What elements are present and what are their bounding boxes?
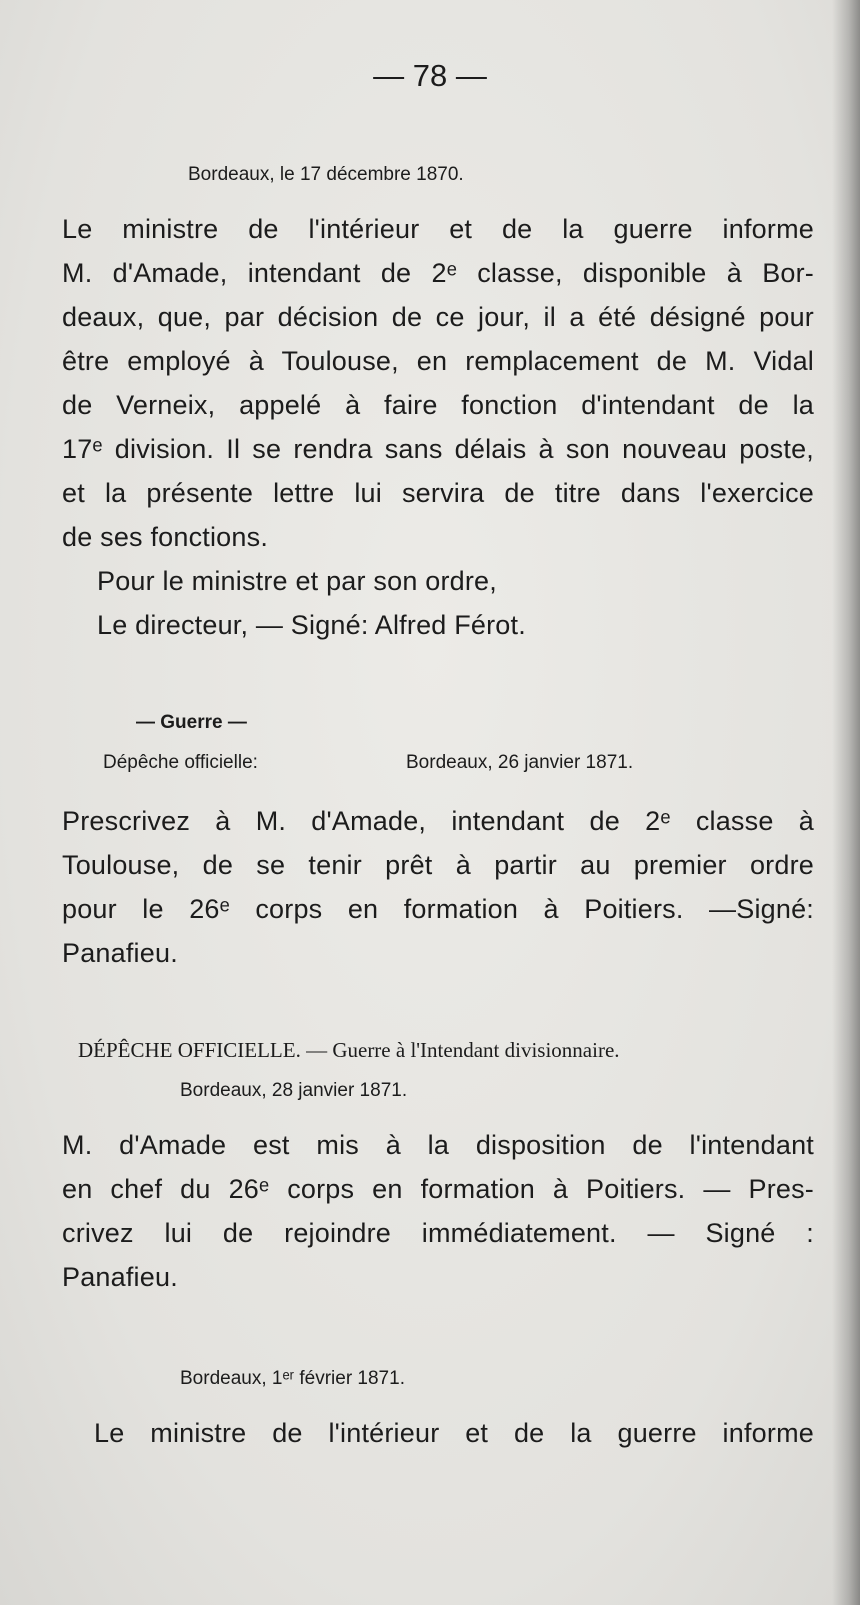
dispatch1-line-2: Toulouse, de se tenir prêt à partir au premier ordre [62,850,814,880]
letter2-dateline: Bordeaux, 1ᵉʳ février 1871. [180,1368,405,1389]
letter1-line-1: Le ministre de l'intérieur et de la guerre informe [62,214,814,244]
dispatch1-line-1: Prescrivez à M. d'Amade, intendant de 2ᵉ classe à [62,806,814,836]
dateline-1: Bordeaux, le 17 décembre 1870. [188,164,464,185]
dispatch2-last-line: Panafieu. [62,1262,178,1292]
letter1-line-7: et la présente lettre lui servira de titre dans l'exercice [62,478,814,508]
dispatch2-dateline: Bordeaux, 28 janvier 1871. [180,1080,408,1101]
letter1-line-6: 17ᵉ division. Il se rendra sans délais à son nouveau poste, [62,434,814,464]
letter1-line-5: de Verneix, appelé à faire fonction d'intendant de la [62,390,814,420]
letter1-line-3: deaux, que, par décision de ce jour, il a été désigné pour [62,302,814,332]
dispatch2-line-2: en chef du 26ᵉ corps en formation à Poitiers. — Pres- [62,1174,814,1204]
page-number: — 78 — [373,58,487,93]
dispatch1-label: Dépêche officielle: [103,752,258,773]
letter1-closing-1: Pour le ministre et par son ordre, [97,566,497,596]
dispatch2-heading: DÉPÊCHE OFFICIELLE. — Guerre à l'Intendant divisionnaire. [78,1038,620,1062]
letter1-closing-2: Le directeur, — Signé: Alfred Férot. [97,610,526,640]
section-heading-guerre: — Guerre — [136,712,247,733]
letter1-line-2: M. d'Amade, intendant de 2ᵉ classe, disponible à Bor- [62,258,814,288]
dispatch1-line-3: pour le 26ᵉ corps en formation à Poitiers. —Signé: [62,894,814,924]
letter1-last-line: de ses fonctions. [62,522,269,552]
letter1-line-4: être employé à Toulouse, en remplacement de M. Vidal [62,346,814,376]
letter2-first-line: Le ministre de l'intérieur et de la guerre informe [94,1418,814,1448]
dispatch2-line-3: crivez lui de rejoindre immédiatement. — Signé : [62,1218,814,1248]
dispatch1-dateline: Bordeaux, 26 janvier 1871. [406,752,634,773]
dispatch1-last-line: Panafieu. [62,938,178,968]
dispatch2-line-1: M. d'Amade est mis à la disposition de l'intendant [62,1130,814,1160]
page-edge-shadow [832,0,860,1605]
